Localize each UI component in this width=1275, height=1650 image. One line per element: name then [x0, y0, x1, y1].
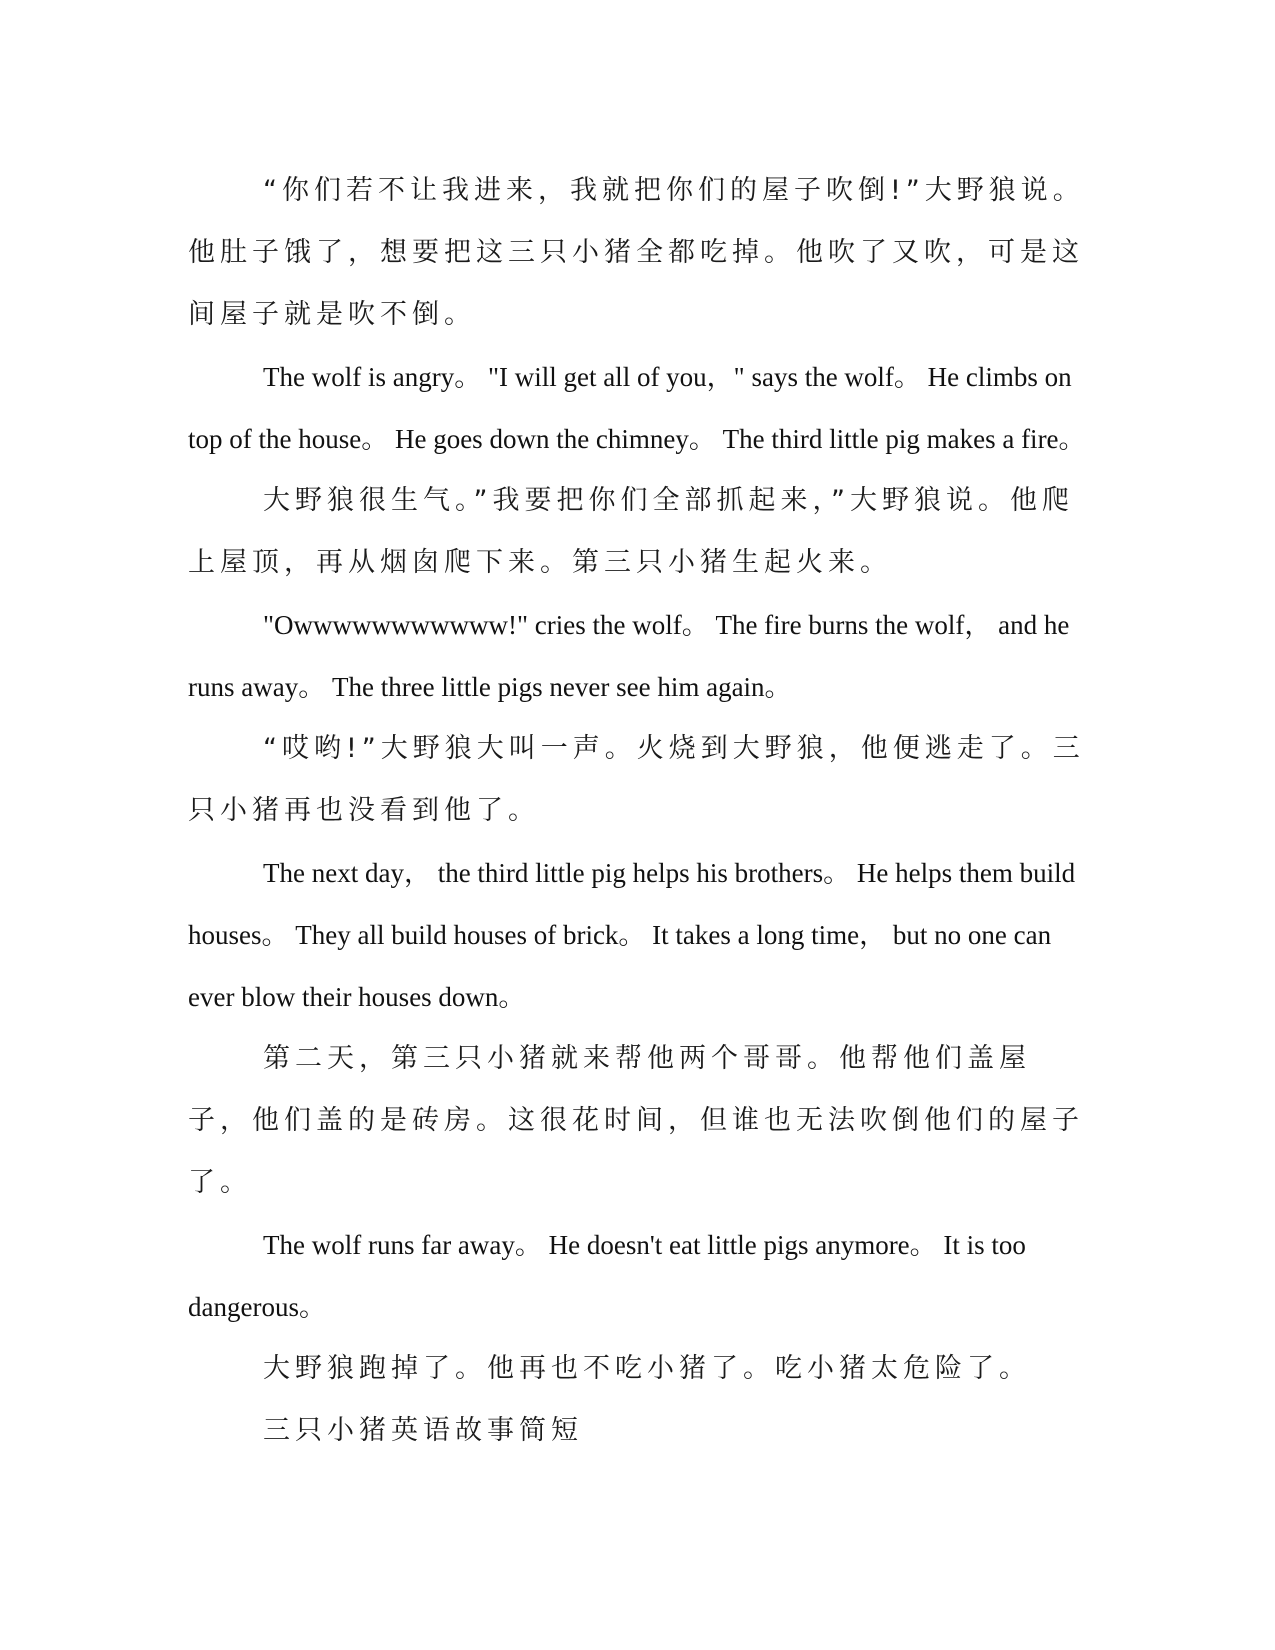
paragraph-en-wolf-runs: The wolf runs far away。 He doesn't eat little pigs anymore。 It is too dangerous。: [188, 1230, 1026, 1322]
document-title-line: 三只小猪英语故事简短: [263, 1415, 583, 1446]
paragraph-zh-wolf-burned: “哎哟!”大野狼大叫一声。火烧到大野狼，他便逃走了。三只小猪再也没看到他了。: [188, 733, 1085, 826]
paragraph-zh-wolf-threat: “你们若不让我进来，我就把你们的屋子吹倒!”大野狼说。他肚子饿了，想要把这三只小猪全都吃掉。他吹了又吹，可是这间屋子就是吹不倒。: [188, 175, 1085, 330]
paragraph-en-next-day: The next day， the third little pig helps his brothers。 He helps them build houses。 They all build houses of brick。 It takes a long time， but no one can ever blow their houses down。: [188, 858, 1076, 1012]
document-body: [188, 160, 1088, 1462]
paragraph-en-wolf-angry: The wolf is angry。 "I will get all of you，" says the wolf。 He climbs on top of the house。 He goes down the chimney。 The third little pig makes a fire。: [188, 362, 1086, 454]
paragraph-zh-wolf-runs: 大野狼跑掉了。他再也不吃小猪了。吃小猪太危险了。: [263, 1353, 1031, 1384]
paragraph-en-wolf-burned: "Owwwwwwwwwww!" cries the wolf。 The fire burns the wolf， and he runs away。 The three little pigs never see him again。: [188, 610, 1070, 702]
paragraph-zh-wolf-angry: 大野狼很生气。”我要把你们全部抓起来，”大野狼说。他爬上屋顶，再从烟囱爬下来。第三只小猪生起火来。: [188, 485, 1074, 578]
paragraph-zh-next-day: 第二天，第三只小猪就来帮他两个哥哥。他帮他们盖屋子，他们盖的是砖房。这很花时间，但谁也无法吹倒他们的屋子了。: [188, 1043, 1084, 1198]
